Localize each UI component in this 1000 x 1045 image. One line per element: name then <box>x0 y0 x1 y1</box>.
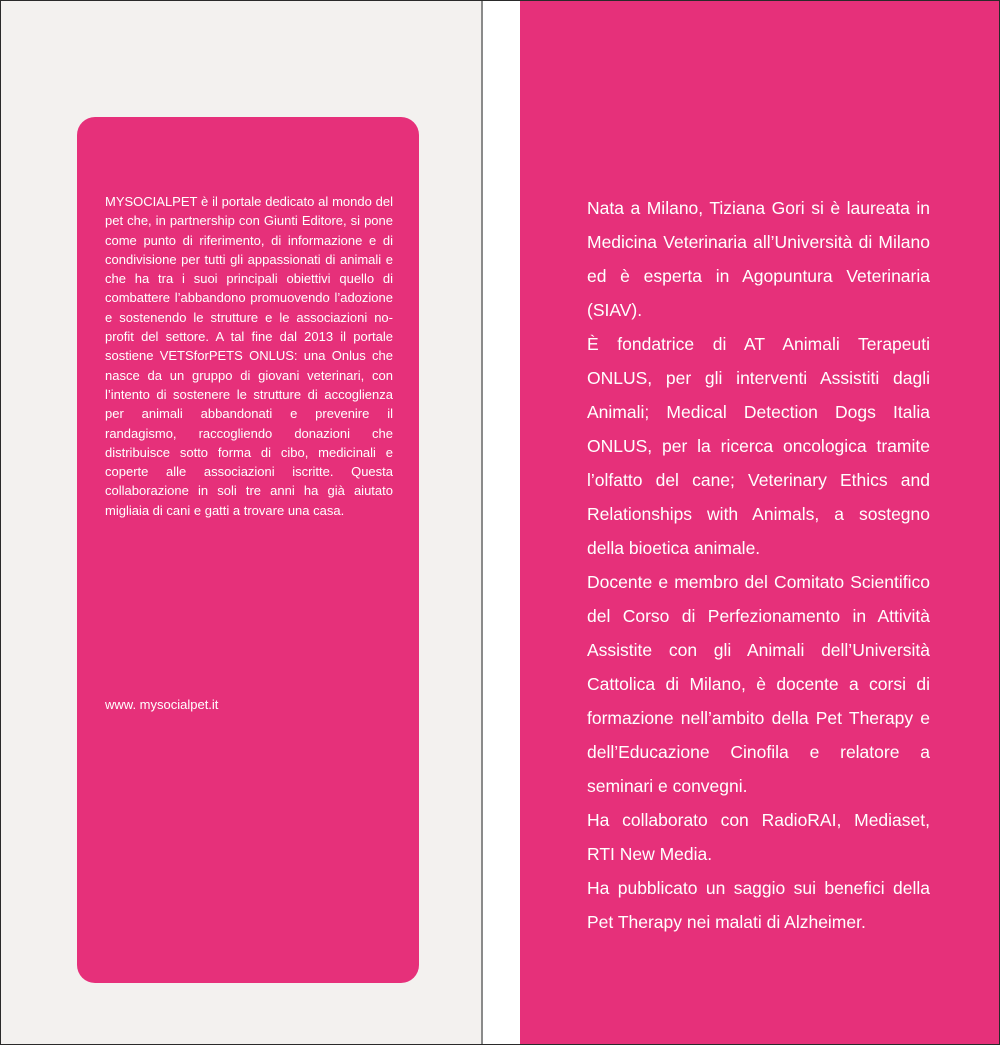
mysocialpet-card <box>77 117 419 983</box>
bio-paragraph-founder: È fondatrice di AT Animali Terapeuti ONLUS, per gli interventi Assistiti dagli Animali; Medical Detection Dogs Italia ONLUS, per la ricerca oncologica tramite l’olfatto del cane; Veterinary Ethics and Relationships with Animals, a sostegno della bioetica animale. <box>587 334 930 558</box>
right-page <box>520 1 999 1044</box>
left-page <box>1 1 481 1044</box>
website-link[interactable]: www. mysocialpet.it <box>105 697 219 712</box>
author-bio <box>587 191 930 939</box>
bio-paragraph-teaching: Docente e membro del Comitato Scientifico del Corso di Perfezionamento in Attività Assistite con gli Animali dell’Università Cattolica di Milano, è docente a corsi di formazione nell’ambito della Pet Therapy e dell’Educazione Cinofila e relatore a seminari e convegni. <box>587 572 930 796</box>
bio-paragraph-education: Nata a Milano, Tiziana Gori si è laureata in Medicina Veterinaria all’Università di Milano ed è esperta in Agopuntura Veterinaria (SIAV). <box>587 198 930 320</box>
bio-paragraph-media: Ha collaborato con RadioRAI, Mediaset, RTI New Media. <box>587 810 930 864</box>
bio-paragraph-publication: Ha pubblicato un saggio sui benefici della Pet Therapy nei malati di Alzheimer. <box>587 878 930 932</box>
mysocialpet-description: MYSOCIALPET è il portale dedicato al mondo del pet che, in partnership con Giunti Editore, si pone come punto di riferimento, di informazione e di condivisione per tutti gli appassionati di animali e che ha tra i suoi principali obiettivi quello di combattere l’abbandono promuovendo l’adozione e sostenendo le strutture e le associazioni no-profit del settore. A tal fine dal 2013 il portale sostiene VETSforPETS ONLUS: una Onlus che nasce da un gruppo di giovani veterinari, con l’intento di sostenere le strutture di accoglienza per animali abbandonati e prevenire il randagismo, raccogliendo donazioni che distribuisce sotto forma di cibo, medicinali e coperte alle associazioni iscritte. Questa collaborazione in soli tre anni ha già aiutato migliaia di cani e gatti a trovare una casa. <box>105 194 393 518</box>
page-gutter <box>483 1 520 1044</box>
